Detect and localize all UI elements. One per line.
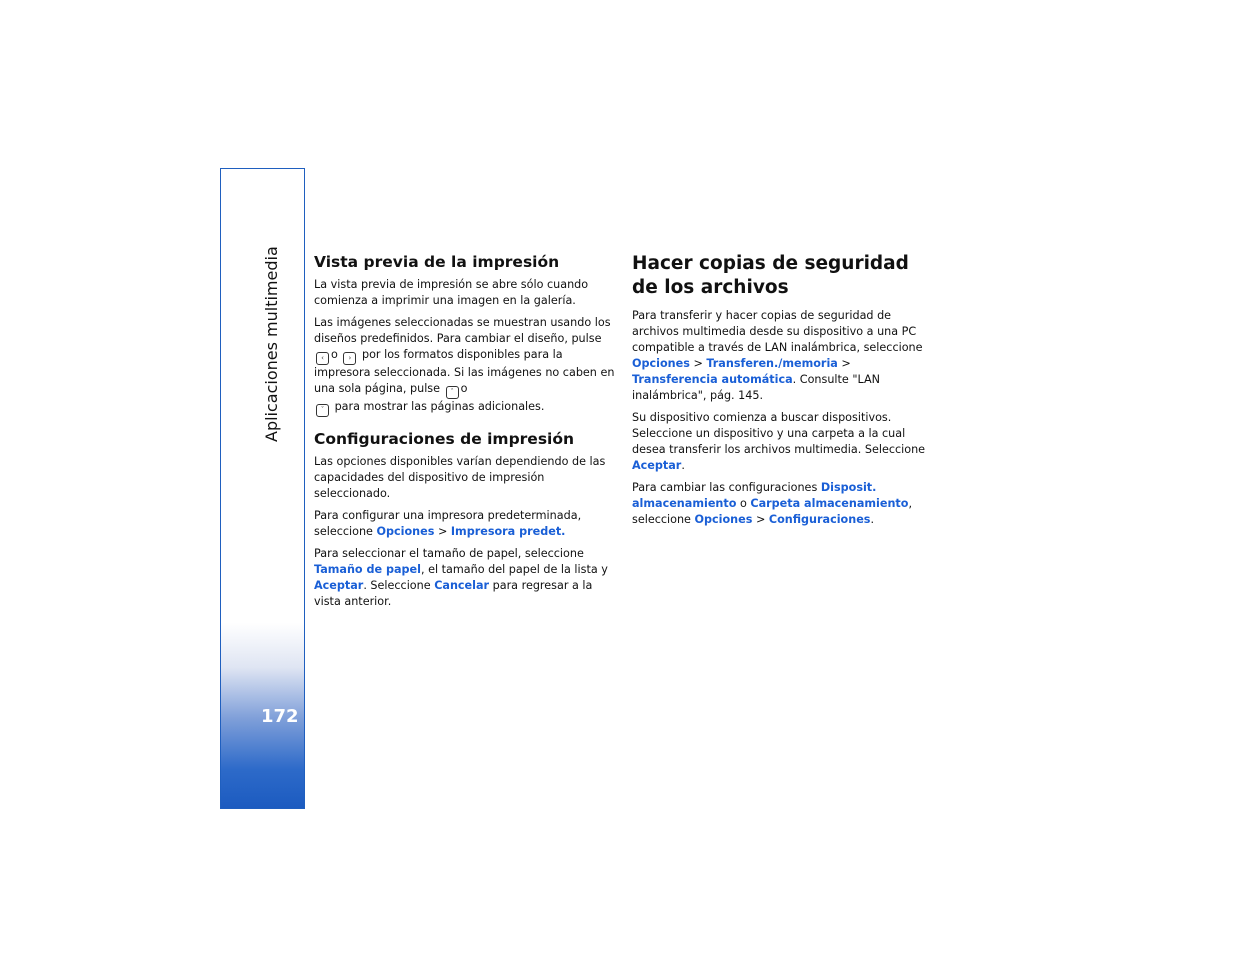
page-number: 172	[261, 706, 299, 727]
heading-print-preview: Vista previa de la impresión	[314, 253, 560, 271]
paragraph-layouts: Las imágenes seleccionadas se muestran usando los diseños predefinidos. Para cambiar el diseño, pulse ‹ o › por los formatos disponibles para la impresora seleccionada. Si las imágenes no caben en una sola página, pulse ˆ o ˇ para mostrar las páginas adicionales.	[314, 315, 616, 417]
paragraph-transfer: Para transferir y hacer copias de seguridad de archivos multimedia desde su dispositivo a una PC compatible a través de LAN inalámbrica, seleccione Opciones > Transferen./memoria > Transferencia automática. Consulte "LAN inalámbrica", pág. 145.	[632, 309, 923, 402]
link-aceptar[interactable]: Aceptar	[314, 579, 364, 592]
scroll-up-key-icon: ˆ	[446, 386, 459, 399]
paragraph-paper-size: Para seleccionar el tamaño de papel, seleccione Tamaño de papel, el tamaño del papel de la lista y Aceptar. Seleccione Cancelar para regresar a la vista anterior.	[314, 547, 608, 608]
paragraph-preview-intro: La vista previa de impresión se abre sólo cuando comienza a imprimir una imagen en la galería.	[314, 278, 589, 307]
link-configuraciones[interactable]: Configuraciones	[768, 513, 871, 526]
link-transferen-memoria[interactable]: Transferen./memoria	[706, 357, 838, 370]
link-disposit-almacenamiento[interactable]: Disposit. almacenamiento	[632, 481, 877, 510]
link-aceptar[interactable]: Aceptar	[632, 459, 682, 472]
link-impresora-predet[interactable]: Impresora predet.	[450, 525, 566, 538]
paragraph-default-printer: Para configurar una impresora predeterminada, seleccione Opciones > Impresora predet.	[314, 509, 582, 538]
paragraph-options-vary: Las opciones disponibles varían dependiendo de las capacidades del dispositivo de impresión seleccionado.	[314, 455, 606, 500]
link-opciones[interactable]: Opciones	[632, 357, 690, 370]
link-carpeta-almacenamiento[interactable]: Carpeta almacenamiento	[750, 497, 909, 510]
link-cancelar[interactable]: Cancelar	[434, 579, 490, 592]
link-tamano-de-papel[interactable]: Tamaño de papel	[314, 563, 421, 576]
heading-print-settings: Configuraciones de impresión	[314, 430, 575, 448]
paragraph-search-devices: Su dispositivo comienza a buscar dispositivos. Seleccione un dispositivo y una carpeta a la cual desea transferir los archivos multimedia. Seleccione Aceptar.	[632, 411, 926, 472]
link-opciones[interactable]: Opciones	[376, 525, 435, 538]
left-column	[314, 252, 616, 616]
section-title-vertical: Aplicaciones multimedia	[262, 246, 281, 442]
paragraph-change-settings: Para cambiar las configuraciones Disposit. almacenamiento o Carpeta almacenamiento, seleccione Opciones > Configuraciones.	[632, 481, 913, 526]
link-transferencia-automatica[interactable]: Transferencia automática	[632, 373, 793, 386]
heading-backup-files: Hacer copias de seguridad de los archivos	[632, 253, 909, 298]
right-column	[632, 252, 932, 534]
link-opciones[interactable]: Opciones	[694, 513, 753, 526]
scroll-down-key-icon: ˇ	[316, 404, 329, 417]
scroll-left-key-icon: ‹	[316, 352, 329, 365]
scroll-right-key-icon: ›	[343, 352, 356, 365]
